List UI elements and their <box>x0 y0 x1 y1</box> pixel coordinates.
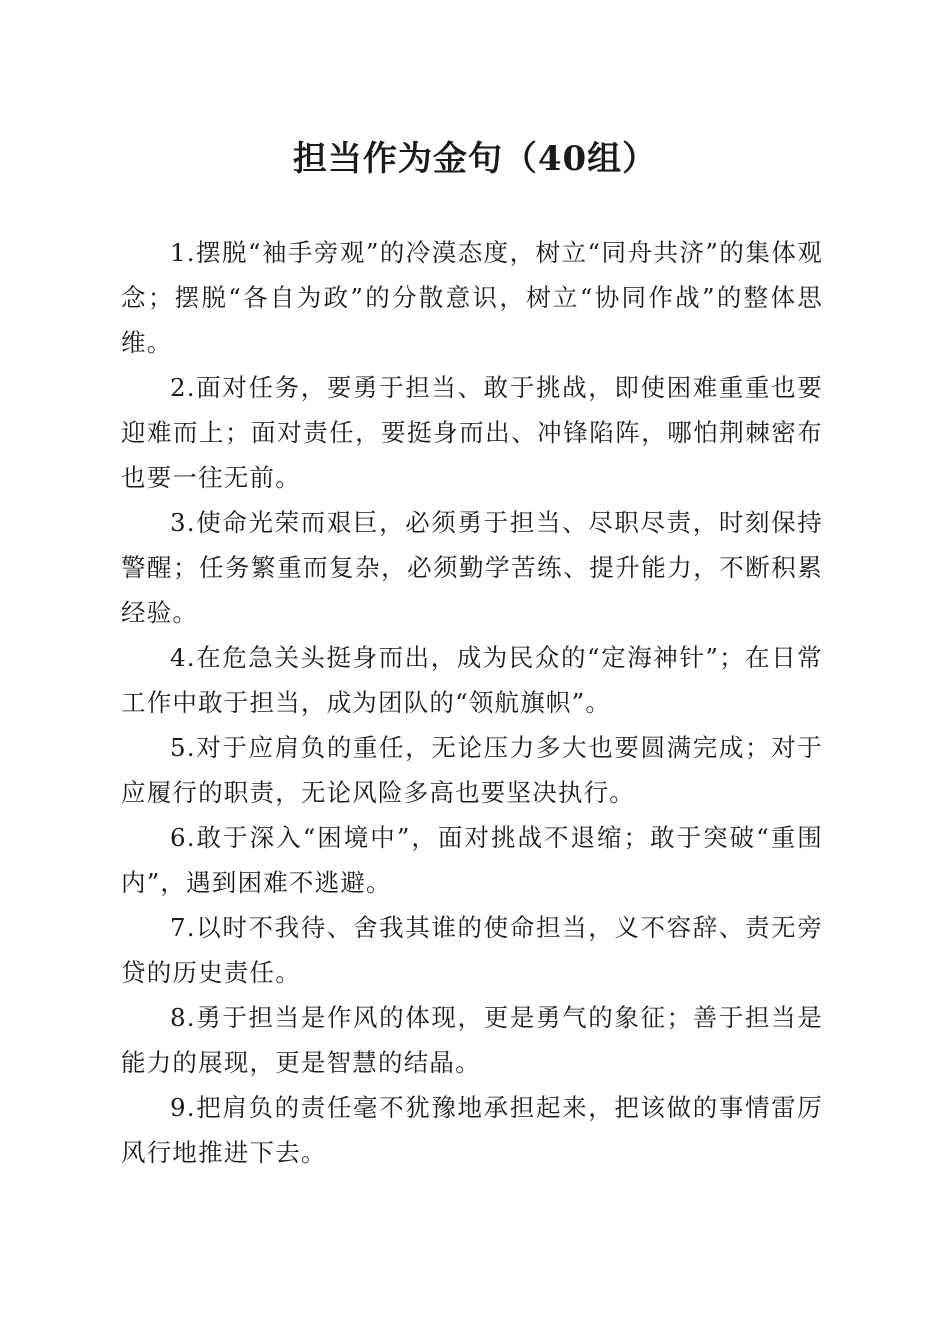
paragraph-4: 4.在危急关头挺身而出，成为民众的“定海神针”；在日常工作中敢于担当，成为团队的“领航旗帜”。 <box>121 643 823 717</box>
document-title: 担当作为金句（40组） <box>292 139 658 179</box>
paragraph-5: 5.对于应肩负的重任，无论压力多大也要圆满完成；对于应履行的职责，无论风险多高也要坚决执行。 <box>121 733 823 807</box>
document-body <box>121 230 823 1175</box>
paragraph-6: 6.敢于深入“困境中”，面对挑战不退缩；敢于突破“重围内”，遇到困难不逃避。 <box>121 823 823 897</box>
paragraph-9: 9.把肩负的责任毫不犹豫地承担起来，把该做的事情雷厉风行地推进下去。 <box>121 1093 823 1167</box>
paragraph-3: 3.使命光荣而艰巨，必须勇于担当、尽职尽责，时刻保持警醒；任务繁重而复杂，必须勤学苦练、提升能力，不断积累经验。 <box>121 508 823 627</box>
paragraph-2: 2.面对任务，要勇于担当、敢于挑战，即使困难重重也要迎难而上；面对责任，要挺身而出、冲锋陷阵，哪怕荆棘密布也要一往无前。 <box>121 373 823 492</box>
paragraph-8: 8.勇于担当是作风的体现，更是勇气的象征；善于担当是能力的展现，更是智慧的结晶。 <box>121 1003 823 1077</box>
paragraph-1: 1.摆脱“袖手旁观”的冷漠态度，树立“同舟共济”的集体观念；摆脱“各自为政”的分散意识，树立“协同作战”的整体思维。 <box>121 238 823 357</box>
paragraph-7: 7.以时不我待、舍我其谁的使命担当，义不容辞、责无旁贷的历史责任。 <box>121 913 823 987</box>
